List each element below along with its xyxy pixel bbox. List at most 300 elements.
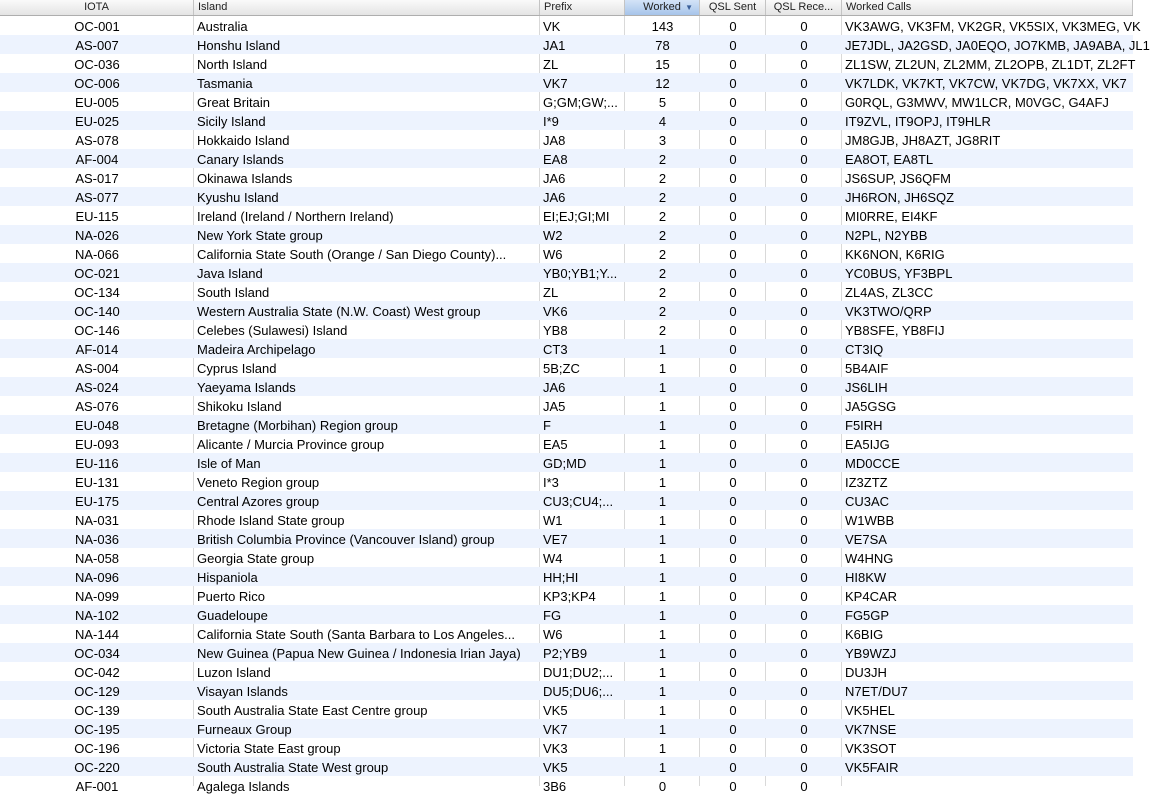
cell-worked: 1: [658, 513, 667, 528]
cell-qsl-sent: 0: [729, 95, 737, 110]
cell-qsl-sent: 0: [729, 57, 737, 72]
cell-worked: 2: [658, 171, 667, 186]
cell-worked: 2: [658, 266, 667, 281]
cell-prefix: CU3;CU4;...: [543, 494, 614, 509]
cell-island: North Island: [197, 57, 268, 72]
cell-iota: AS-007: [75, 38, 119, 53]
cell-island: Guadeloupe: [197, 608, 268, 623]
cell-iota: OC-042: [74, 665, 120, 680]
cell-worked-calls: HI8KW: [845, 570, 887, 585]
cell-worked-calls: EA5IJG: [845, 437, 890, 452]
cell-prefix: ZL: [543, 285, 559, 300]
table-row[interactable]: [0, 320, 1133, 339]
cell-qsl-sent: 0: [729, 304, 737, 319]
table-row[interactable]: [0, 396, 1133, 415]
cell-worked-calls: JS6LIH: [845, 380, 888, 395]
cell-qsl-received: 0: [800, 152, 808, 167]
cell-qsl-received: 0: [800, 779, 808, 794]
cell-qsl-received: 0: [800, 38, 808, 53]
cell-island: Victoria State East group: [197, 741, 341, 756]
table-body: [0, 16, 1150, 795]
table-row[interactable]: [0, 491, 1133, 510]
cell-island: Hispaniola: [197, 570, 258, 585]
cell-worked-calls: VK7NSE: [845, 722, 897, 737]
cell-worked: 1: [658, 684, 667, 699]
cell-qsl-sent: 0: [729, 456, 737, 471]
cell-iota: AF-001: [75, 779, 119, 794]
cell-iota: EU-131: [74, 475, 120, 490]
cell-iota: AS-017: [75, 171, 119, 186]
cell-island: Rhode Island State group: [197, 513, 345, 528]
cell-prefix: VK5: [543, 703, 568, 718]
cell-prefix: VK7: [543, 722, 568, 737]
cell-worked: 1: [658, 494, 667, 509]
cell-qsl-received: 0: [800, 532, 808, 547]
cell-qsl-received: 0: [800, 608, 808, 623]
cell-qsl-sent: 0: [729, 190, 737, 205]
cell-worked-calls: YB8SFE, YB8FIJ: [845, 323, 945, 338]
cell-qsl-sent: 0: [729, 665, 737, 680]
table-row[interactable]: [0, 757, 1133, 776]
cell-prefix: EA5: [543, 437, 568, 452]
cell-qsl-received: 0: [800, 76, 808, 91]
cell-worked-calls: VE7SA: [845, 532, 887, 547]
column-header-prefix[interactable]: Prefix: [540, 0, 625, 15]
cell-qsl-sent: 0: [729, 608, 737, 623]
cell-qsl-sent: 0: [729, 513, 737, 528]
cell-worked-calls: MD0CCE: [845, 456, 900, 471]
table-row[interactable]: [0, 700, 1133, 719]
cell-prefix: ZL: [543, 57, 559, 72]
cell-qsl-received: 0: [800, 228, 808, 243]
cell-worked: 2: [658, 285, 667, 300]
cell-iota: OC-036: [74, 57, 120, 72]
cell-iota: EU-175: [74, 494, 120, 509]
cell-worked-calls: ZL4AS, ZL3CC: [845, 285, 934, 300]
cell-iota: AS-076: [75, 399, 119, 414]
cell-qsl-sent: 0: [729, 722, 737, 737]
cell-island: Hokkaido Island: [197, 133, 290, 148]
cell-worked: 1: [658, 703, 667, 718]
cell-island: Bretagne (Morbihan) Region group: [197, 418, 398, 433]
cell-qsl-sent: 0: [729, 570, 737, 585]
cell-island: Celebes (Sulawesi) Island: [197, 323, 348, 338]
cell-island: Ireland (Ireland / Northern Ireland): [197, 209, 394, 224]
cell-iota: AF-014: [75, 342, 119, 357]
cell-island: Kyushu Island: [197, 190, 279, 205]
table-row[interactable]: [0, 719, 1133, 738]
cell-worked: 1: [658, 532, 667, 547]
cell-qsl-received: 0: [800, 19, 808, 34]
cell-prefix: FG: [543, 608, 562, 623]
cell-island: Tasmania: [197, 76, 253, 91]
table-row[interactable]: [0, 73, 1133, 92]
cell-island: South Australia State West group: [197, 760, 389, 775]
cell-prefix: HH;HI: [543, 570, 579, 585]
cell-worked-calls: G0RQL, G3MWV, MW1LCR, M0VGC, G4AFJ: [845, 95, 1109, 110]
cell-qsl-received: 0: [800, 247, 808, 262]
cell-worked: 143: [651, 19, 674, 34]
table-row[interactable]: [0, 681, 1133, 700]
cell-qsl-received: 0: [800, 551, 808, 566]
table-row[interactable]: [0, 738, 1133, 757]
cell-qsl-sent: 0: [729, 703, 737, 718]
cell-qsl-sent: 0: [729, 551, 737, 566]
cell-iota: NA-026: [74, 228, 120, 243]
cell-qsl-received: 0: [800, 399, 808, 414]
cell-island: South Australia State East Centre group: [197, 703, 428, 718]
cell-qsl-received: 0: [800, 57, 808, 72]
cell-qsl-received: 0: [800, 437, 808, 452]
table-row[interactable]: [0, 54, 1136, 73]
cell-qsl-sent: 0: [729, 361, 737, 376]
cell-worked-calls: VK5HEL: [845, 703, 895, 718]
table-row[interactable]: [0, 453, 1133, 472]
table-row[interactable]: [0, 377, 1133, 396]
cell-island: California State South (Santa Barbara to Los Angeles...: [197, 627, 515, 642]
cell-prefix: CT3: [543, 342, 568, 357]
cell-iota: OC-006: [74, 76, 120, 91]
cell-qsl-received: 0: [800, 304, 808, 319]
cell-worked-calls: YC0BUS, YF3BPL: [845, 266, 953, 281]
cell-qsl-sent: 0: [729, 399, 737, 414]
cell-iota: NA-058: [74, 551, 120, 566]
cell-prefix: JA6: [543, 171, 566, 186]
cell-island: Java Island: [197, 266, 263, 281]
cell-worked: 2: [658, 190, 667, 205]
cell-island: Georgia State group: [197, 551, 315, 566]
cell-worked: 2: [658, 323, 667, 338]
cell-qsl-sent: 0: [729, 247, 737, 262]
cell-worked-calls: IT9ZVL, IT9OPJ, IT9HLR: [845, 114, 991, 129]
cell-worked-calls: W1WBB: [845, 513, 895, 528]
cell-iota: OC-196: [74, 741, 120, 756]
cell-worked: 1: [658, 665, 667, 680]
table-row[interactable]: [0, 605, 1133, 624]
cell-qsl-sent: 0: [729, 133, 737, 148]
cell-qsl-sent: 0: [729, 418, 737, 433]
cell-worked-calls: VK3TWO/QRP: [845, 304, 932, 319]
cell-iota: OC-034: [74, 646, 120, 661]
cell-island: South Island: [197, 285, 270, 300]
cell-island: Luzon Island: [197, 665, 271, 680]
cell-worked-calls: K6BIG: [845, 627, 884, 642]
cell-prefix: VK6: [543, 304, 568, 319]
cell-worked: 5: [658, 95, 667, 110]
cell-iota: AS-004: [75, 361, 119, 376]
sort-descending-icon: ▼: [685, 3, 693, 12]
table-row[interactable]: [0, 510, 1133, 529]
cell-worked: 1: [658, 646, 667, 661]
cell-worked: 1: [658, 380, 667, 395]
cell-iota: OC-139: [74, 703, 120, 718]
cell-qsl-sent: 0: [729, 380, 737, 395]
cell-iota: AS-077: [75, 190, 119, 205]
cell-prefix: W6: [543, 247, 563, 262]
cell-island: Shikoku Island: [197, 399, 282, 414]
cell-worked-calls: [842, 776, 1133, 795]
cell-island: Central Azores group: [197, 494, 320, 509]
cell-iota: EU-093: [74, 437, 120, 452]
cell-qsl-received: 0: [800, 95, 808, 110]
column-header-qsl-received[interactable]: QSL Rece...: [766, 0, 842, 15]
cell-worked-calls: VK3SOT: [845, 741, 897, 756]
cell-prefix: F: [543, 418, 551, 433]
table-row[interactable]: [0, 225, 1133, 244]
cell-iota: AF-004: [75, 152, 119, 167]
table-row[interactable]: [0, 586, 1133, 605]
table-row[interactable]: [0, 263, 1133, 282]
cell-worked-calls: KK6NON, K6RIG: [845, 247, 945, 262]
cell-iota: NA-099: [74, 589, 120, 604]
cell-island: Alicante / Murcia Province group: [197, 437, 385, 452]
table-row[interactable]: [0, 415, 1133, 434]
cell-worked: 2: [658, 209, 667, 224]
cell-worked: 1: [658, 361, 667, 376]
cell-qsl-received: 0: [800, 513, 808, 528]
cell-island: Yaeyama Islands: [197, 380, 296, 395]
cell-worked: 12: [655, 76, 670, 91]
cell-qsl-received: 0: [800, 133, 808, 148]
table-row[interactable]: [0, 35, 1150, 54]
cell-iota: EU-048: [74, 418, 120, 433]
cell-qsl-sent: 0: [729, 76, 737, 91]
cell-worked-calls: W4HNG: [845, 551, 894, 566]
cell-worked-calls: 5B4AIF: [845, 361, 889, 376]
cell-worked: 1: [658, 551, 667, 566]
cell-island: Cyprus Island: [197, 361, 277, 376]
cell-worked-calls: JS6SUP, JS6QFM: [845, 171, 951, 186]
cell-worked: 1: [658, 570, 667, 585]
cell-island: Furneaux Group: [197, 722, 292, 737]
cell-iota: EU-025: [74, 114, 120, 129]
table-row[interactable]: [0, 548, 1133, 567]
cell-prefix: JA1: [543, 38, 566, 53]
cell-prefix: VK7: [543, 76, 568, 91]
cell-worked-calls: CU3AC: [845, 494, 890, 509]
cell-worked: 15: [655, 57, 670, 72]
cell-worked-calls: VK7LDK, VK7KT, VK7CW, VK7DG, VK7XX, VK7: [845, 76, 1127, 91]
cell-iota: EU-005: [74, 95, 120, 110]
cell-worked: 1: [658, 475, 667, 490]
cell-worked: 78: [655, 38, 670, 53]
cell-iota: EU-115: [75, 209, 119, 224]
cell-qsl-received: 0: [800, 722, 808, 737]
column-header-worked-label: Worked: [643, 1, 681, 13]
cell-worked: 2: [658, 152, 667, 167]
cell-qsl-received: 0: [800, 285, 808, 300]
cell-prefix: JA5: [543, 399, 566, 414]
cell-qsl-received: 0: [800, 589, 808, 604]
cell-qsl-received: 0: [800, 266, 808, 281]
table-row[interactable]: [0, 16, 1141, 35]
cell-qsl-sent: 0: [729, 589, 737, 604]
table-row[interactable]: [0, 567, 1133, 586]
cell-iota: NA-031: [74, 513, 120, 528]
cell-island: Australia: [197, 19, 248, 34]
cell-prefix: JA6: [543, 190, 566, 205]
cell-island: New Guinea (Papua New Guinea / Indonesia Irian Jaya): [197, 646, 521, 661]
cell-worked: 0: [658, 779, 667, 794]
column-header-qsl-sent[interactable]: QSL Sent: [700, 0, 766, 15]
cell-prefix: KP3;KP4: [543, 589, 596, 604]
cell-qsl-received: 0: [800, 418, 808, 433]
table-row[interactable]: [0, 358, 1133, 377]
column-header-iota[interactable]: IOTA: [0, 0, 194, 15]
table-row[interactable]: [0, 130, 1133, 149]
cell-island: Canary Islands: [197, 152, 284, 167]
cell-worked-calls: YB9WZJ: [845, 646, 897, 661]
table-row[interactable]: [0, 643, 1133, 662]
cell-prefix: 3B6: [543, 779, 567, 794]
cell-qsl-sent: 0: [729, 342, 737, 357]
table-row[interactable]: [0, 244, 1133, 263]
cell-iota: NA-066: [74, 247, 120, 262]
column-header-worked-calls[interactable]: Worked Calls: [842, 0, 1133, 15]
cell-worked: 1: [658, 627, 667, 642]
cell-worked-calls: VK5FAIR: [845, 760, 899, 775]
cell-prefix: VK5: [543, 760, 568, 775]
column-header-island[interactable]: Island: [194, 0, 540, 15]
cell-worked-calls: DU3JH: [845, 665, 887, 680]
cell-qsl-received: 0: [800, 703, 808, 718]
cell-qsl-sent: 0: [729, 19, 737, 34]
table-row[interactable]: [0, 187, 1133, 206]
cell-island: Okinawa Islands: [197, 171, 293, 186]
cell-worked-calls: N2PL, N2YBB: [845, 228, 928, 243]
cell-iota: OC-021: [74, 266, 120, 281]
cell-iota: OC-146: [74, 323, 120, 338]
cell-qsl-sent: 0: [729, 437, 737, 452]
cell-qsl-received: 0: [800, 475, 808, 490]
cell-worked-calls: JE7JDL, JA2GSD, JA0EQO, JO7KMB, JA9ABA, JL1: [845, 38, 1150, 53]
cell-worked: 1: [658, 399, 667, 414]
cell-qsl-received: 0: [800, 494, 808, 509]
cell-worked-calls: FG5GP: [845, 608, 890, 623]
cell-island: New York State group: [197, 228, 323, 243]
cell-worked-calls: MI0RRE, EI4KF: [845, 209, 938, 224]
cell-iota: NA-144: [74, 627, 120, 642]
cell-island: Sicily Island: [197, 114, 266, 129]
cell-prefix: VK3: [543, 741, 568, 756]
cell-worked-calls: IZ3ZTZ: [845, 475, 888, 490]
cell-prefix: DU1;DU2;...: [543, 665, 614, 680]
cell-iota: NA-102: [74, 608, 120, 623]
cell-prefix: 5B;ZC: [543, 361, 580, 376]
table-row[interactable]: [0, 434, 1133, 453]
table-row[interactable]: [0, 301, 1133, 320]
cell-qsl-received: 0: [800, 760, 808, 775]
table-row[interactable]: [0, 206, 1133, 225]
cell-worked: 1: [658, 437, 667, 452]
cell-qsl-received: 0: [800, 342, 808, 357]
cell-qsl-received: 0: [800, 209, 808, 224]
cell-qsl-sent: 0: [729, 152, 737, 167]
cell-qsl-received: 0: [800, 323, 808, 338]
cell-iota: OC-195: [74, 722, 120, 737]
cell-worked: 4: [658, 114, 667, 129]
table-row[interactable]: [0, 92, 1133, 111]
cell-qsl-received: 0: [800, 684, 808, 699]
cell-worked: 1: [658, 418, 667, 433]
cell-prefix: VE7: [543, 532, 568, 547]
table-header: [0, 0, 1133, 16]
cell-prefix: I*3: [543, 475, 559, 490]
cell-worked-calls: CT3IQ: [845, 342, 884, 357]
cell-prefix: JA8: [543, 133, 566, 148]
cell-island: Honshu Island: [197, 38, 281, 53]
cell-island: Great Britain: [197, 95, 270, 110]
cell-prefix: W4: [543, 551, 563, 566]
table-row[interactable]: [0, 662, 1133, 681]
cell-iota: AS-078: [75, 133, 119, 148]
table-row[interactable]: [0, 111, 1133, 130]
cell-qsl-received: 0: [800, 380, 808, 395]
cell-iota: OC-001: [74, 19, 120, 34]
cell-worked-calls: VK3AWG, VK3FM, VK2GR, VK5SIX, VK3MEG, VK: [845, 19, 1141, 34]
cell-qsl-received: 0: [800, 570, 808, 585]
cell-worked: 2: [658, 247, 667, 262]
cell-worked: 1: [658, 342, 667, 357]
column-header-worked[interactable]: [625, 0, 700, 15]
table-row[interactable]: [0, 282, 1133, 301]
cell-qsl-received: 0: [800, 646, 808, 661]
cell-qsl-received: 0: [800, 190, 808, 205]
cell-worked: 1: [658, 741, 667, 756]
table-row[interactable]: [0, 168, 1133, 187]
cell-island: Madeira Archipelago: [197, 342, 316, 357]
cell-qsl-sent: 0: [729, 475, 737, 490]
cell-island: British Columbia Province (Vancouver Island) group: [197, 532, 495, 547]
cell-qsl-sent: 0: [729, 38, 737, 53]
cell-qsl-received: 0: [800, 627, 808, 642]
table-row[interactable]: [0, 529, 1133, 548]
cell-iota: OC-129: [74, 684, 120, 699]
cell-iota: OC-220: [74, 760, 120, 775]
cell-worked: 1: [658, 608, 667, 623]
cell-worked: 2: [658, 228, 667, 243]
cell-worked: 3: [658, 133, 667, 148]
table-row[interactable]: [0, 624, 1133, 643]
table-row[interactable]: [0, 776, 1133, 795]
cell-qsl-sent: 0: [729, 741, 737, 756]
table-row[interactable]: [0, 472, 1133, 491]
cell-worked-calls: JA5GSG: [845, 399, 897, 414]
cell-island: Agalega Islands: [197, 779, 290, 794]
cell-qsl-received: 0: [800, 361, 808, 376]
cell-qsl-sent: 0: [729, 228, 737, 243]
cell-prefix: VK: [543, 19, 561, 34]
cell-iota: AS-024: [75, 380, 119, 395]
table-row[interactable]: [0, 339, 1133, 358]
cell-prefix: DU5;DU6;...: [543, 684, 614, 699]
cell-worked-calls: KP4CAR: [845, 589, 898, 604]
cell-worked-calls: JH6RON, JH6SQZ: [845, 190, 955, 205]
cell-prefix: W1: [543, 513, 563, 528]
cell-prefix: W2: [543, 228, 563, 243]
cell-worked: 1: [658, 722, 667, 737]
cell-qsl-sent: 0: [729, 209, 737, 224]
cell-iota: NA-036: [74, 532, 120, 547]
cell-worked-calls: JM8GJB, JH8AZT, JG8RIT: [845, 133, 1001, 148]
table-row[interactable]: [0, 149, 1133, 168]
cell-prefix: P2;YB9: [543, 646, 588, 661]
cell-iota: NA-096: [74, 570, 120, 585]
cell-prefix: W6: [543, 627, 563, 642]
cell-prefix: I*9: [543, 114, 559, 129]
cell-qsl-sent: 0: [729, 779, 737, 794]
cell-qsl-received: 0: [800, 456, 808, 471]
